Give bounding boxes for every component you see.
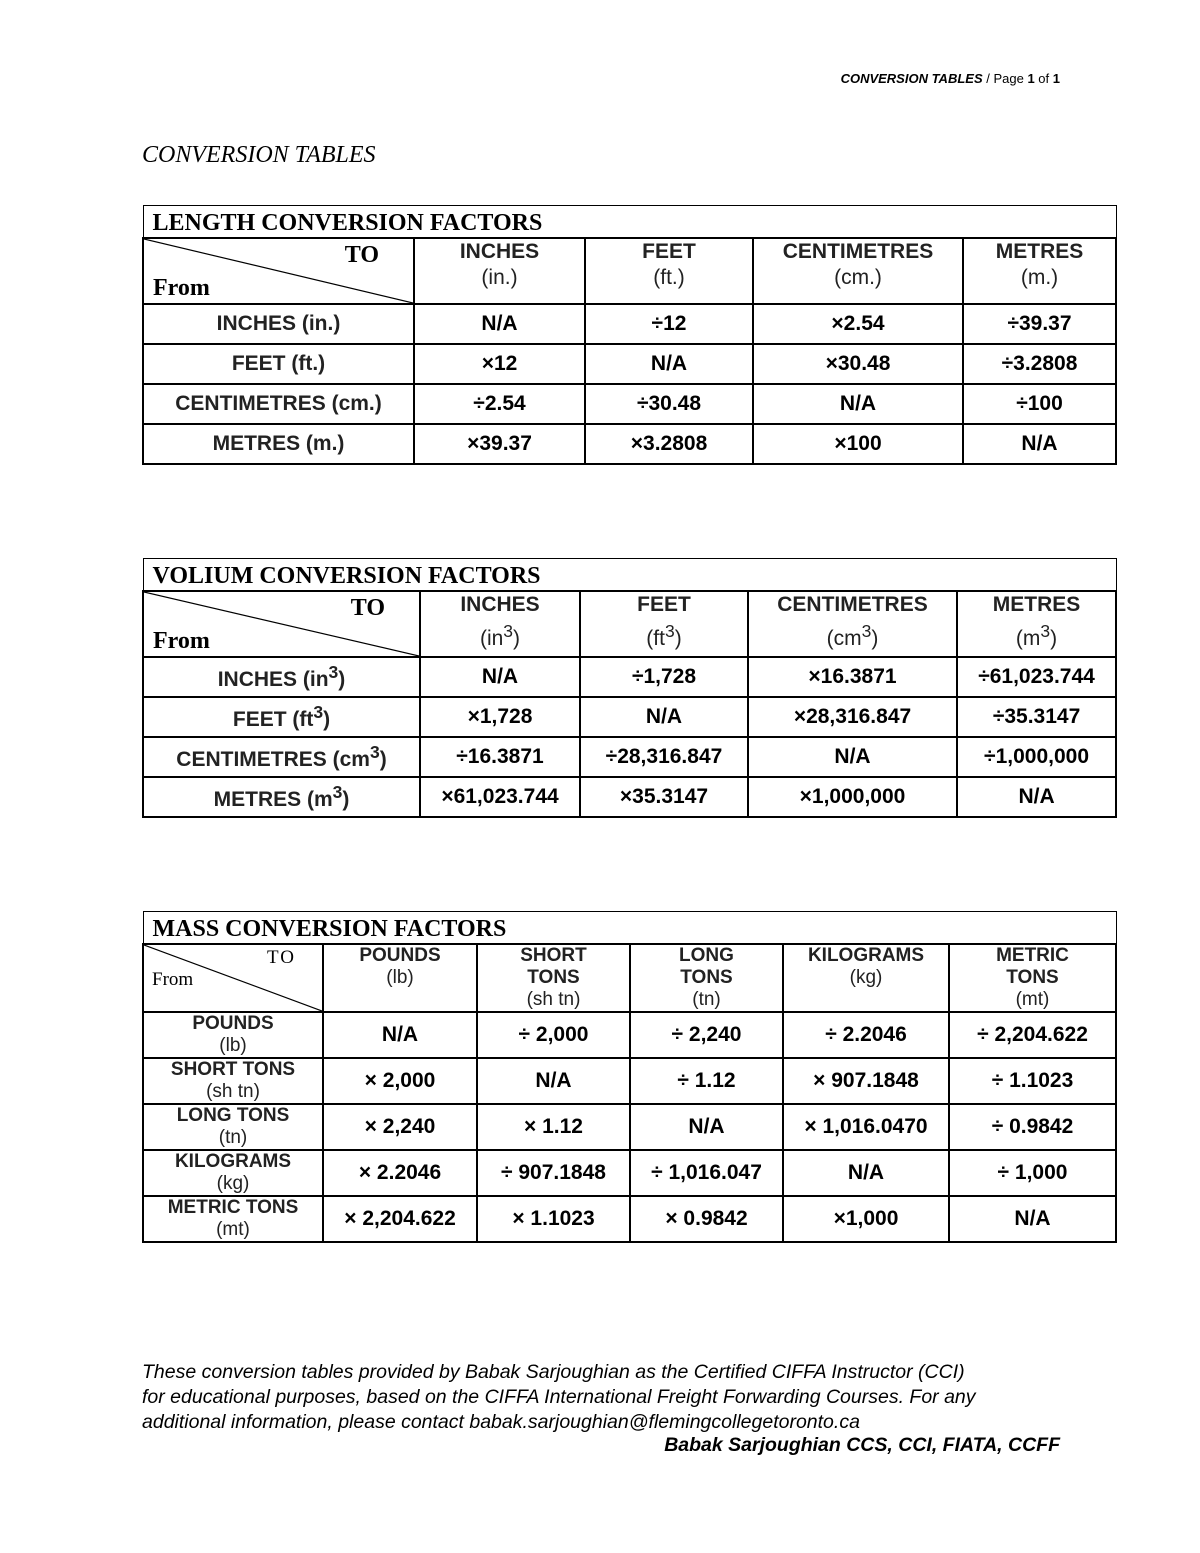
factor-cell: N/A: [630, 1104, 783, 1150]
row-header: KILOGRAMS (kg): [143, 1150, 323, 1196]
factor-cell: ×61,023.744: [420, 777, 580, 817]
table-row: [143, 384, 1116, 424]
table-row: [143, 344, 1116, 384]
factor-cell: N/A: [477, 1058, 630, 1104]
volume-col-header: [420, 591, 580, 657]
mass-to-label: TO: [267, 947, 296, 968]
factor-cell: N/A: [783, 1150, 949, 1196]
factor-cell: × 1.1023: [477, 1196, 630, 1242]
factor-cell: × 0.9842: [630, 1196, 783, 1242]
mass-col-header: METRIC TONS (mt): [949, 944, 1116, 1012]
col-unit: (m.): [1020, 266, 1059, 289]
factor-cell: N/A: [748, 737, 957, 777]
factor-cell: ÷2.54: [414, 384, 585, 424]
row-header: METRES $(m^3)$: [143, 777, 420, 817]
factor-cell: ×28,316.847: [748, 697, 957, 737]
table-row: [143, 777, 1116, 817]
table-row: [143, 737, 1116, 777]
factor-cell: ÷28,316.847: [580, 737, 748, 777]
col-name: CENTIMETRES: [782, 240, 934, 263]
table-row: [143, 1012, 1116, 1058]
factor-cell: ÷ 907.1848: [477, 1150, 630, 1196]
row-header: FEET $(ft^3)$: [143, 697, 420, 737]
factor-cell: ÷16.3871: [420, 737, 580, 777]
factor-cell: ÷ 2,240: [630, 1012, 783, 1058]
factor-cell: ×12: [414, 344, 585, 384]
volume-col-header: [957, 591, 1116, 657]
footer-line: additional information, please contact babak.sarjoughian@flemingcollegetoronto.ca: [142, 1411, 860, 1433]
volume-corner-cell: [143, 591, 420, 657]
factor-cell: ×39.37: [414, 424, 585, 464]
factor-cell: ÷ 0.9842: [949, 1104, 1116, 1150]
factor-cell: ×1,000,000: [748, 777, 957, 817]
mass-col-header: LONG TONS (tn): [630, 944, 783, 1012]
factor-cell: N/A: [753, 384, 963, 424]
table-row: [143, 1058, 1116, 1104]
factor-cell: × 1.12: [477, 1104, 630, 1150]
length-corner-cell: [143, 238, 414, 304]
factor-cell: ÷ 2,204.622: [949, 1012, 1116, 1058]
length-col-header: [414, 238, 585, 304]
factor-cell: N/A: [585, 344, 753, 384]
table-row: [143, 697, 1116, 737]
col-unit: $(m^3)$: [1015, 621, 1058, 650]
factor-cell: ÷30.48: [585, 384, 753, 424]
header-of-word: of: [1034, 71, 1053, 86]
factor-cell: N/A: [949, 1196, 1116, 1242]
col-unit: (ft.): [653, 266, 685, 289]
volume-to-label: TO: [350, 595, 385, 621]
col-name: INCHES: [460, 593, 540, 616]
factor-cell: ÷35.3147: [957, 697, 1116, 737]
factor-cell: ×35.3147: [580, 777, 748, 817]
factor-cell: ÷ 1.12: [630, 1058, 783, 1104]
factor-cell: × 2.2046: [323, 1150, 477, 1196]
length-table-caption: LENGTH CONVERSION FACTORS: [143, 206, 1116, 239]
header-page-number: 1: [1027, 71, 1035, 86]
col-name: CENTIMETRES: [777, 593, 928, 616]
factor-cell: N/A: [963, 424, 1116, 464]
factor-cell: ×16.3871: [748, 657, 957, 697]
row-header: CENTIMETRES (cm.): [143, 384, 414, 424]
row-header: SHORT TONS (sh tn): [143, 1058, 323, 1104]
col-name: FEET: [637, 593, 691, 616]
factor-cell: ÷12: [585, 304, 753, 344]
length-col-header: [963, 238, 1116, 304]
factor-cell: ÷61,023.744: [957, 657, 1116, 697]
factor-cell: ÷ 2,000: [477, 1012, 630, 1058]
mass-col-header: POUNDS (lb): [323, 944, 477, 1012]
factor-cell: × 2,240: [323, 1104, 477, 1150]
footer-note: [142, 1360, 1062, 1435]
factor-cell: ÷ 1,016.047: [630, 1150, 783, 1196]
mass-table-caption: MASS CONVERSION FACTORS: [143, 912, 1116, 945]
factor-cell: × 2,000: [323, 1058, 477, 1104]
length-from-label: From: [153, 275, 210, 301]
row-header: METRIC TONS (mt): [143, 1196, 323, 1242]
factor-cell: ×2.54: [753, 304, 963, 344]
footer-line: These conversion tables provided by Babak Sarjoughian as the Certified CIFFA Instructor (CCI): [142, 1361, 965, 1383]
row-header: FEET (ft.): [143, 344, 414, 384]
row-header: CENTIMETRES $(cm^3)$: [143, 737, 420, 777]
factor-cell: ÷1,728: [580, 657, 748, 697]
mass-col-header: SHORT TONS (sh tn): [477, 944, 630, 1012]
mass-col-header: KILOGRAMS (kg): [783, 944, 949, 1012]
factor-cell: ÷3.2808: [963, 344, 1116, 384]
volume-table-caption: VOLIUM CONVERSION FACTORS: [143, 559, 1116, 592]
footer-line: for educational purposes, based on the CIFFA International Freight Forwarding Courses. For any: [142, 1386, 976, 1408]
factor-cell: ×3.2808: [585, 424, 753, 464]
factor-cell: ×1,728: [420, 697, 580, 737]
volume-from-label: From: [153, 628, 210, 654]
mass-conversion-table: [142, 911, 1117, 1243]
signature: Babak Sarjoughian CCS, CCI, FIATA, CCFF: [664, 1434, 1060, 1456]
table-row: [143, 1196, 1116, 1242]
row-header: INCHES $(in^3)$: [143, 657, 420, 697]
length-to-label: TO: [344, 242, 379, 268]
header-page-total: 1: [1052, 71, 1060, 86]
factor-cell: ×1,000: [783, 1196, 949, 1242]
factor-cell: ÷39.37: [963, 304, 1116, 344]
factor-cell: N/A: [414, 304, 585, 344]
table-row: [143, 304, 1116, 344]
volume-col-header: [580, 591, 748, 657]
factor-cell: ÷1,000,000: [957, 737, 1116, 777]
factor-cell: × 907.1848: [783, 1058, 949, 1104]
col-unit: $(in^3)$: [479, 621, 521, 650]
col-name: FEET: [642, 240, 696, 263]
factor-cell: × 1,016.0470: [783, 1104, 949, 1150]
factor-cell: N/A: [580, 697, 748, 737]
factor-cell: ÷ 1.1023: [949, 1058, 1116, 1104]
length-col-header: [753, 238, 963, 304]
table-row: [143, 1150, 1116, 1196]
length-conversion-table: [142, 205, 1117, 465]
row-header: POUNDS (lb): [143, 1012, 323, 1058]
header-separator: /: [982, 71, 994, 86]
col-unit: $(ft^3)$: [646, 621, 682, 650]
col-unit: (cm.): [834, 266, 882, 289]
table-row: [143, 657, 1116, 697]
col-name: METRES: [995, 240, 1084, 263]
col-unit: $(cm^3)$: [826, 621, 879, 650]
table-row: [143, 1104, 1116, 1150]
length-col-header: [585, 238, 753, 304]
col-name: INCHES: [459, 240, 540, 263]
document-title: CONVERSION TABLES: [142, 142, 376, 168]
factor-cell: × 2,204.622: [323, 1196, 477, 1242]
page-header: [841, 71, 1060, 86]
volume-conversion-table: [142, 558, 1117, 818]
volume-col-header: [748, 591, 957, 657]
factor-cell: N/A: [957, 777, 1116, 817]
table-row: [143, 424, 1116, 464]
factor-cell: ÷100: [963, 384, 1116, 424]
factor-cell: ×30.48: [753, 344, 963, 384]
header-page-word: Page: [993, 71, 1028, 86]
row-header: INCHES (in.): [143, 304, 414, 344]
col-name: METRES: [992, 593, 1081, 616]
row-header: LONG TONS (tn): [143, 1104, 323, 1150]
header-title: CONVERSION TABLES: [840, 71, 983, 86]
factor-cell: ÷ 2.2046: [783, 1012, 949, 1058]
mass-from-label: From: [152, 969, 194, 990]
row-header: METRES (m.): [143, 424, 414, 464]
mass-corner-cell: [143, 944, 323, 1012]
factor-cell: N/A: [323, 1012, 477, 1058]
factor-cell: N/A: [420, 657, 580, 697]
col-unit: (in.): [481, 266, 518, 289]
factor-cell: ÷ 1,000: [949, 1150, 1116, 1196]
factor-cell: ×100: [753, 424, 963, 464]
